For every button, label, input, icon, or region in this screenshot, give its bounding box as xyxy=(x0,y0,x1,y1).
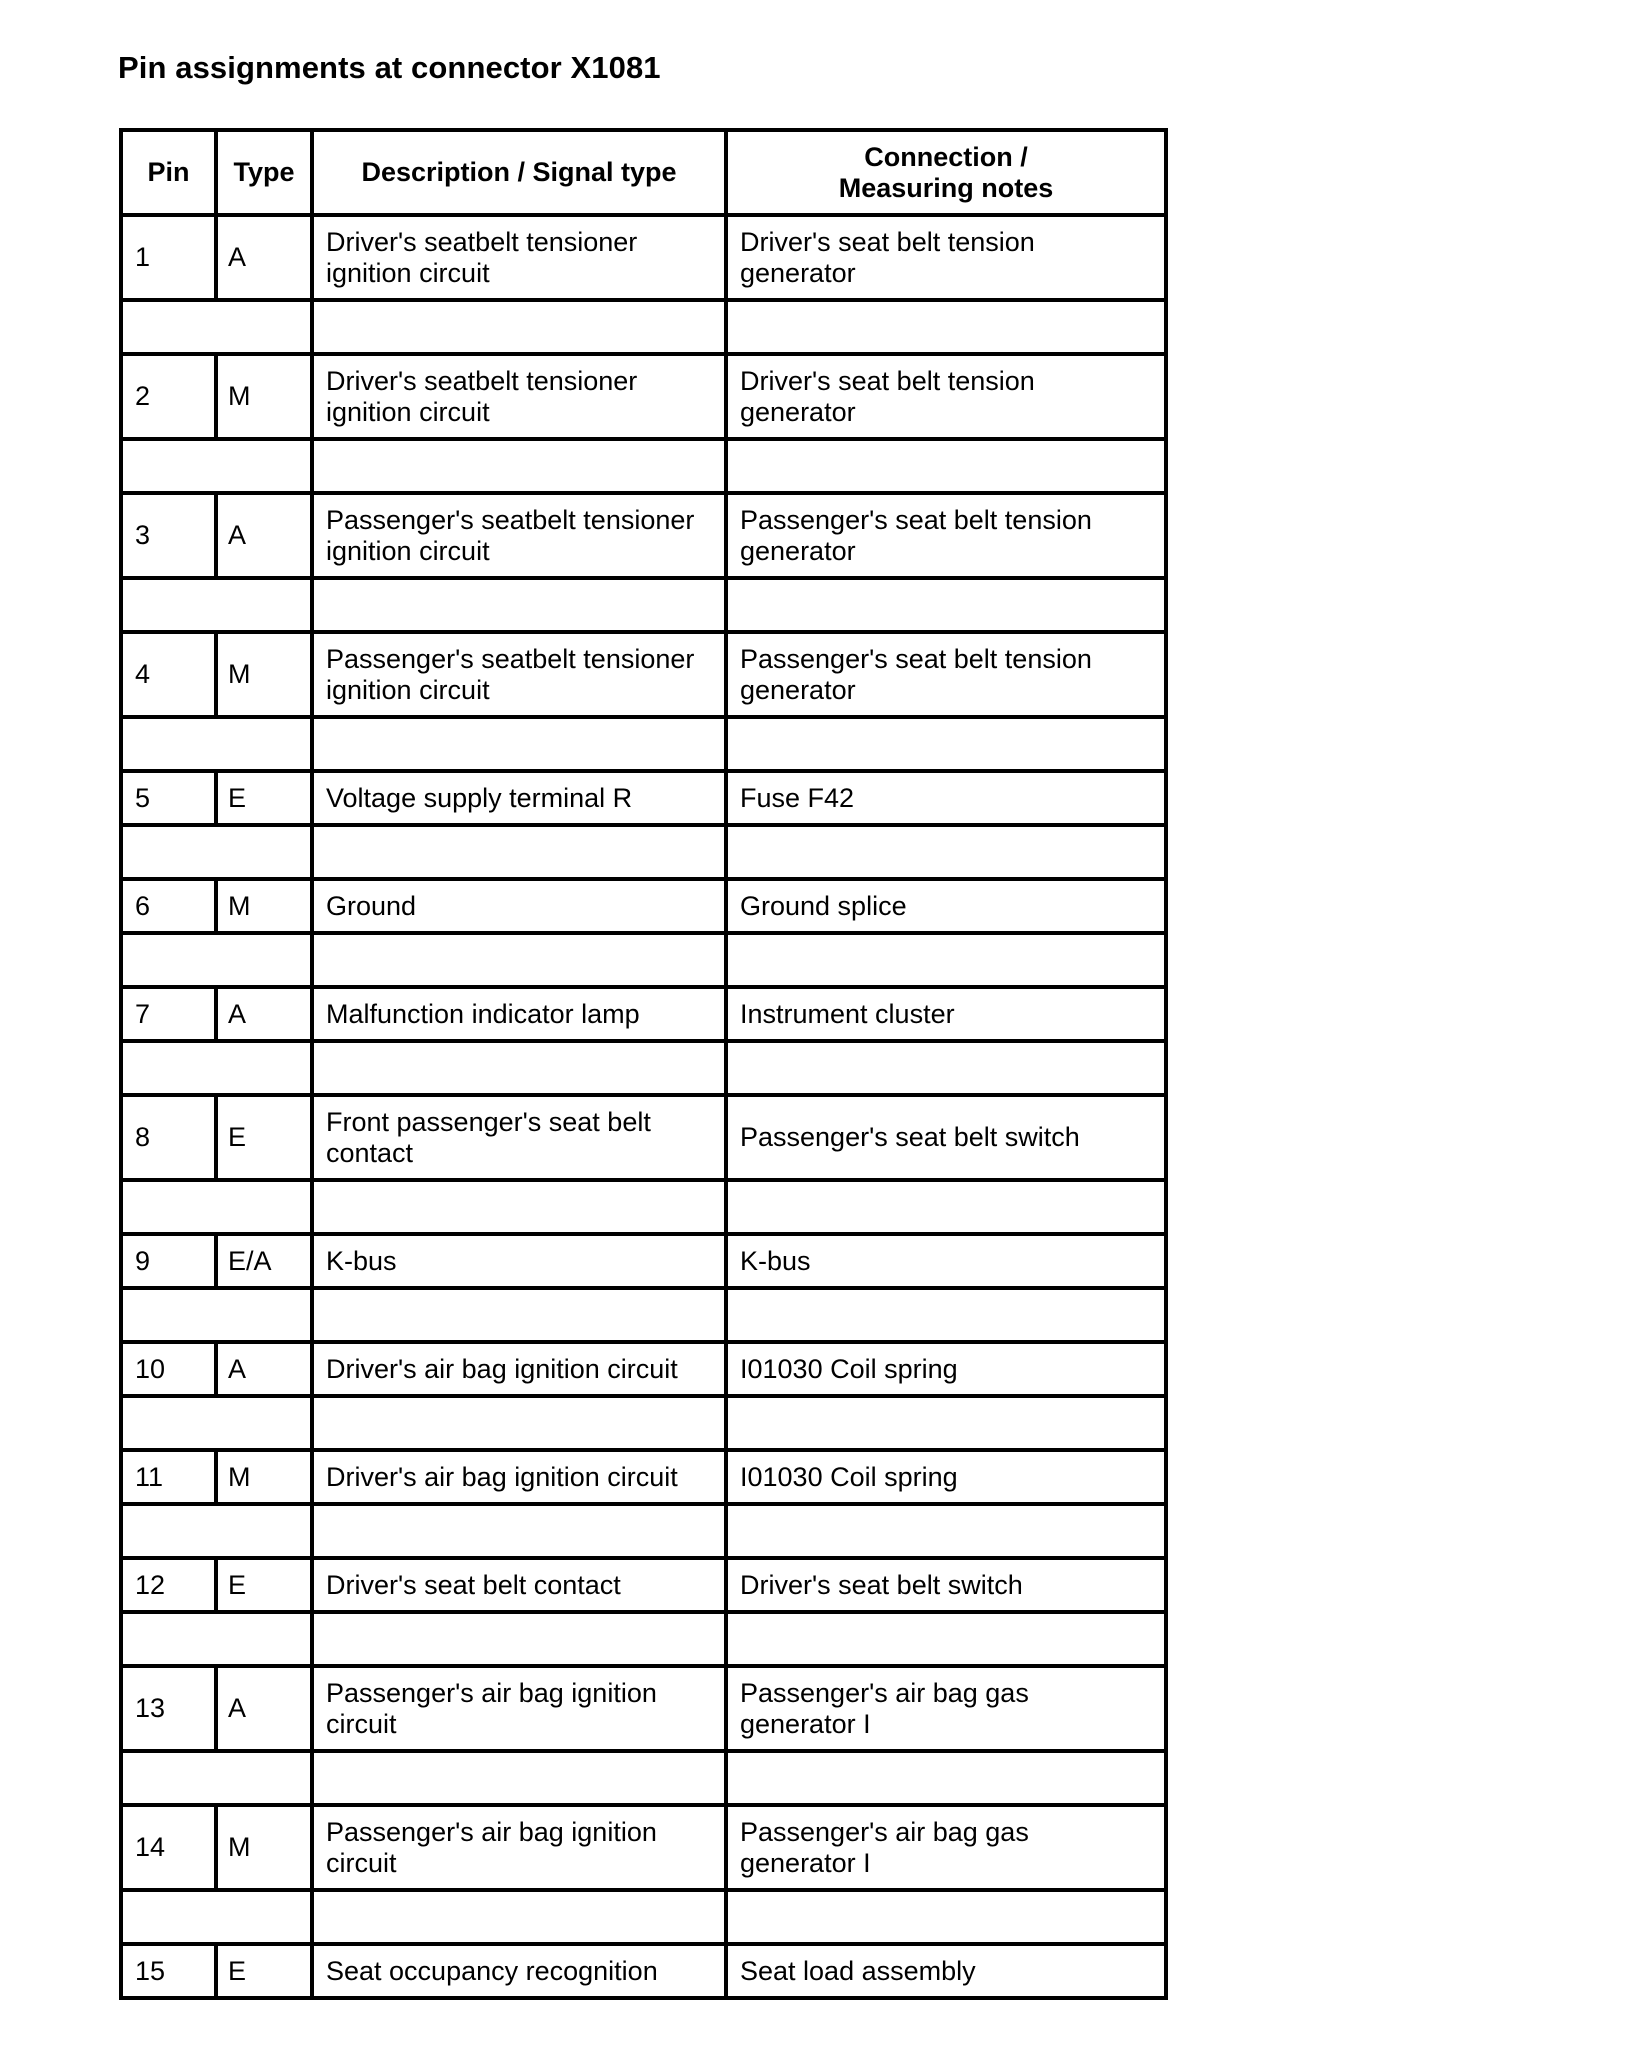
connection-cell xyxy=(726,771,1166,825)
connection-cell xyxy=(726,215,1166,300)
type-cell: A xyxy=(216,1666,312,1751)
description-line: ignition circuit xyxy=(326,396,490,427)
description-cell xyxy=(312,1666,726,1751)
spacer-cell xyxy=(121,933,312,987)
spacer-cell xyxy=(726,1890,1166,1944)
spacer-cell xyxy=(312,578,726,632)
table-row xyxy=(121,1805,1166,1890)
description-line: Driver's seatbelt tensioner xyxy=(326,365,638,396)
connection-line: generator I xyxy=(740,1708,871,1739)
connection-line: Passenger's air bag gas xyxy=(740,1816,1029,1847)
connection-line: generator xyxy=(740,396,856,427)
type-cell: A xyxy=(216,1342,312,1396)
type-cell: A xyxy=(216,987,312,1041)
spacer-cell xyxy=(121,717,312,771)
description-line: ignition circuit xyxy=(326,535,490,566)
description-line: Ground xyxy=(326,890,417,921)
pin-cell: 12 xyxy=(121,1558,216,1612)
table-row xyxy=(121,1234,1166,1288)
connection-cell xyxy=(726,1558,1166,1612)
description-cell xyxy=(312,1095,726,1180)
table-row xyxy=(121,1944,1166,1998)
spacer-cell xyxy=(726,1396,1166,1450)
description-line: Driver's air bag ignition circuit xyxy=(326,1353,678,1384)
connection-line: Instrument cluster xyxy=(740,998,955,1029)
description-line: Driver's seat belt contact xyxy=(326,1569,621,1600)
type-cell: E xyxy=(216,1095,312,1180)
pin-cell: 11 xyxy=(121,1450,216,1504)
connection-cell xyxy=(726,354,1166,439)
spacer-cell xyxy=(121,1751,312,1805)
connection-cell xyxy=(726,1450,1166,1504)
connection-line: I01030 Coil spring xyxy=(740,1461,958,1492)
spacer-cell xyxy=(726,1751,1166,1805)
spacer-cell xyxy=(312,717,726,771)
connection-cell xyxy=(726,879,1166,933)
spacer-cell xyxy=(726,1041,1166,1095)
type-cell: E/A xyxy=(216,1234,312,1288)
type-cell: M xyxy=(216,879,312,933)
table-row xyxy=(121,1558,1166,1612)
spacer-cell xyxy=(121,825,312,879)
pin-cell: 4 xyxy=(121,632,216,717)
page-title: Pin assignments at connector X1081 xyxy=(118,50,661,85)
connection-line: Driver's seat belt tension xyxy=(740,226,1035,257)
connection-line: Driver's seat belt switch xyxy=(740,1569,1023,1600)
connection-line: Ground splice xyxy=(740,890,907,921)
spacer-cell xyxy=(726,1504,1166,1558)
type-cell: M xyxy=(216,632,312,717)
pin-cell: 1 xyxy=(121,215,216,300)
spacer-cell xyxy=(726,1612,1166,1666)
description-line: Passenger's air bag ignition xyxy=(326,1816,657,1847)
spacer-row xyxy=(121,439,1166,493)
connection-line: Seat load assembly xyxy=(740,1955,976,1986)
spacer-cell xyxy=(312,1396,726,1450)
connection-cell xyxy=(726,632,1166,717)
spacer-row xyxy=(121,1396,1166,1450)
pin-cell: 5 xyxy=(121,771,216,825)
description-line: Driver's air bag ignition circuit xyxy=(326,1461,678,1492)
connection-line: Passenger's seat belt tension xyxy=(740,504,1092,535)
header-connection-line1: Connection / xyxy=(864,141,1028,172)
table-row xyxy=(121,879,1166,933)
table-row xyxy=(121,632,1166,717)
spacer-cell xyxy=(121,1396,312,1450)
pin-cell: 2 xyxy=(121,354,216,439)
description-line: Driver's seatbelt tensioner xyxy=(326,226,638,257)
pin-cell: 9 xyxy=(121,1234,216,1288)
spacer-row xyxy=(121,825,1166,879)
connection-cell xyxy=(726,1095,1166,1180)
description-line: Malfunction indicator lamp xyxy=(326,998,640,1029)
spacer-row xyxy=(121,1890,1166,1944)
connection-line: K-bus xyxy=(740,1245,811,1276)
description-line: Passenger's seatbelt tensioner xyxy=(326,504,695,535)
spacer-cell xyxy=(312,1504,726,1558)
spacer-cell xyxy=(312,1288,726,1342)
spacer-cell xyxy=(121,300,312,354)
spacer-cell xyxy=(121,1180,312,1234)
description-line: Seat occupancy recognition xyxy=(326,1955,658,1986)
table-row xyxy=(121,1450,1166,1504)
connection-cell xyxy=(726,987,1166,1041)
connection-cell xyxy=(726,493,1166,578)
type-cell: M xyxy=(216,1450,312,1504)
spacer-cell xyxy=(312,300,726,354)
description-cell xyxy=(312,987,726,1041)
spacer-cell xyxy=(312,825,726,879)
connection-line: Fuse F42 xyxy=(740,782,855,813)
spacer-row xyxy=(121,1751,1166,1805)
connection-cell xyxy=(726,1342,1166,1396)
connection-line: generator xyxy=(740,535,856,566)
pin-cell: 14 xyxy=(121,1805,216,1890)
connection-cell xyxy=(726,1234,1166,1288)
connection-line: generator xyxy=(740,257,856,288)
table-row xyxy=(121,493,1166,578)
pin-cell: 15 xyxy=(121,1944,216,1998)
pin-cell: 10 xyxy=(121,1342,216,1396)
spacer-cell xyxy=(121,439,312,493)
pin-cell: 7 xyxy=(121,987,216,1041)
description-cell xyxy=(312,1342,726,1396)
spacer-row xyxy=(121,300,1166,354)
spacer-cell xyxy=(121,1041,312,1095)
spacer-row xyxy=(121,933,1166,987)
table-row xyxy=(121,1666,1166,1751)
description-line: contact xyxy=(326,1137,414,1168)
table-row xyxy=(121,987,1166,1041)
spacer-cell xyxy=(726,1180,1166,1234)
spacer-cell xyxy=(312,1612,726,1666)
header-connection xyxy=(726,130,1166,215)
connection-cell xyxy=(726,1944,1166,1998)
spacer-row xyxy=(121,1180,1166,1234)
type-cell: E xyxy=(216,1944,312,1998)
description-cell xyxy=(312,632,726,717)
spacer-cell xyxy=(121,1890,312,1944)
description-cell xyxy=(312,771,726,825)
pin-assignment-table xyxy=(119,128,1168,2000)
spacer-cell xyxy=(726,933,1166,987)
connection-line: Driver's seat belt tension xyxy=(740,365,1035,396)
spacer-cell xyxy=(312,1041,726,1095)
description-line: circuit xyxy=(326,1708,397,1739)
type-cell: E xyxy=(216,771,312,825)
description-line: K-bus xyxy=(326,1245,397,1276)
spacer-cell xyxy=(726,1288,1166,1342)
description-line: Passenger's seatbelt tensioner xyxy=(326,643,695,674)
type-cell: M xyxy=(216,354,312,439)
spacer-cell xyxy=(312,1890,726,1944)
spacer-cell xyxy=(121,1288,312,1342)
spacer-cell xyxy=(312,1751,726,1805)
table-header-row xyxy=(121,130,1166,215)
description-cell xyxy=(312,879,726,933)
table-row xyxy=(121,771,1166,825)
spacer-cell xyxy=(121,1504,312,1558)
type-cell: A xyxy=(216,493,312,578)
description-line: ignition circuit xyxy=(326,674,490,705)
spacer-row xyxy=(121,578,1166,632)
header-connection-line2: Measuring notes xyxy=(838,172,1054,203)
type-cell: E xyxy=(216,1558,312,1612)
connection-line: I01030 Coil spring xyxy=(740,1353,958,1384)
table-row xyxy=(121,354,1166,439)
spacer-row xyxy=(121,1288,1166,1342)
table-row xyxy=(121,215,1166,300)
spacer-row xyxy=(121,1612,1166,1666)
description-cell xyxy=(312,493,726,578)
connection-line: Passenger's seat belt tension xyxy=(740,643,1092,674)
description-cell xyxy=(312,1558,726,1612)
spacer-cell xyxy=(726,439,1166,493)
type-cell: A xyxy=(216,215,312,300)
connection-line: generator xyxy=(740,674,856,705)
description-line: circuit xyxy=(326,1847,397,1878)
table-row xyxy=(121,1342,1166,1396)
connection-cell xyxy=(726,1805,1166,1890)
spacer-cell xyxy=(312,933,726,987)
spacer-row xyxy=(121,1041,1166,1095)
description-cell xyxy=(312,1450,726,1504)
header-type: Type xyxy=(216,130,312,215)
spacer-cell xyxy=(726,300,1166,354)
spacer-cell xyxy=(726,578,1166,632)
connection-line: Passenger's seat belt switch xyxy=(740,1122,1080,1152)
spacer-cell xyxy=(121,1612,312,1666)
connection-cell xyxy=(726,1666,1166,1751)
description-cell xyxy=(312,215,726,300)
pin-cell: 3 xyxy=(121,493,216,578)
spacer-row xyxy=(121,717,1166,771)
description-cell xyxy=(312,354,726,439)
type-cell: M xyxy=(216,1805,312,1890)
table-row xyxy=(121,1095,1166,1180)
spacer-cell xyxy=(726,825,1166,879)
table-body xyxy=(121,215,1166,1998)
description-cell xyxy=(312,1944,726,1998)
description-line: Passenger's air bag ignition xyxy=(326,1677,657,1708)
spacer-cell xyxy=(312,439,726,493)
pin-cell: 6 xyxy=(121,879,216,933)
description-line: ignition circuit xyxy=(326,257,490,288)
spacer-cell xyxy=(312,1180,726,1234)
description-cell xyxy=(312,1805,726,1890)
connection-line: generator I xyxy=(740,1847,871,1878)
connection-line: Passenger's air bag gas xyxy=(740,1677,1029,1708)
spacer-cell xyxy=(121,578,312,632)
pin-cell: 13 xyxy=(121,1666,216,1751)
header-description: Description / Signal type xyxy=(312,130,726,215)
spacer-row xyxy=(121,1504,1166,1558)
pin-cell: 8 xyxy=(121,1095,216,1180)
description-cell xyxy=(312,1234,726,1288)
spacer-cell xyxy=(726,717,1166,771)
header-pin: Pin xyxy=(121,130,216,215)
description-line: Voltage supply terminal R xyxy=(326,782,633,813)
description-line: Front passenger's seat belt xyxy=(326,1106,651,1137)
